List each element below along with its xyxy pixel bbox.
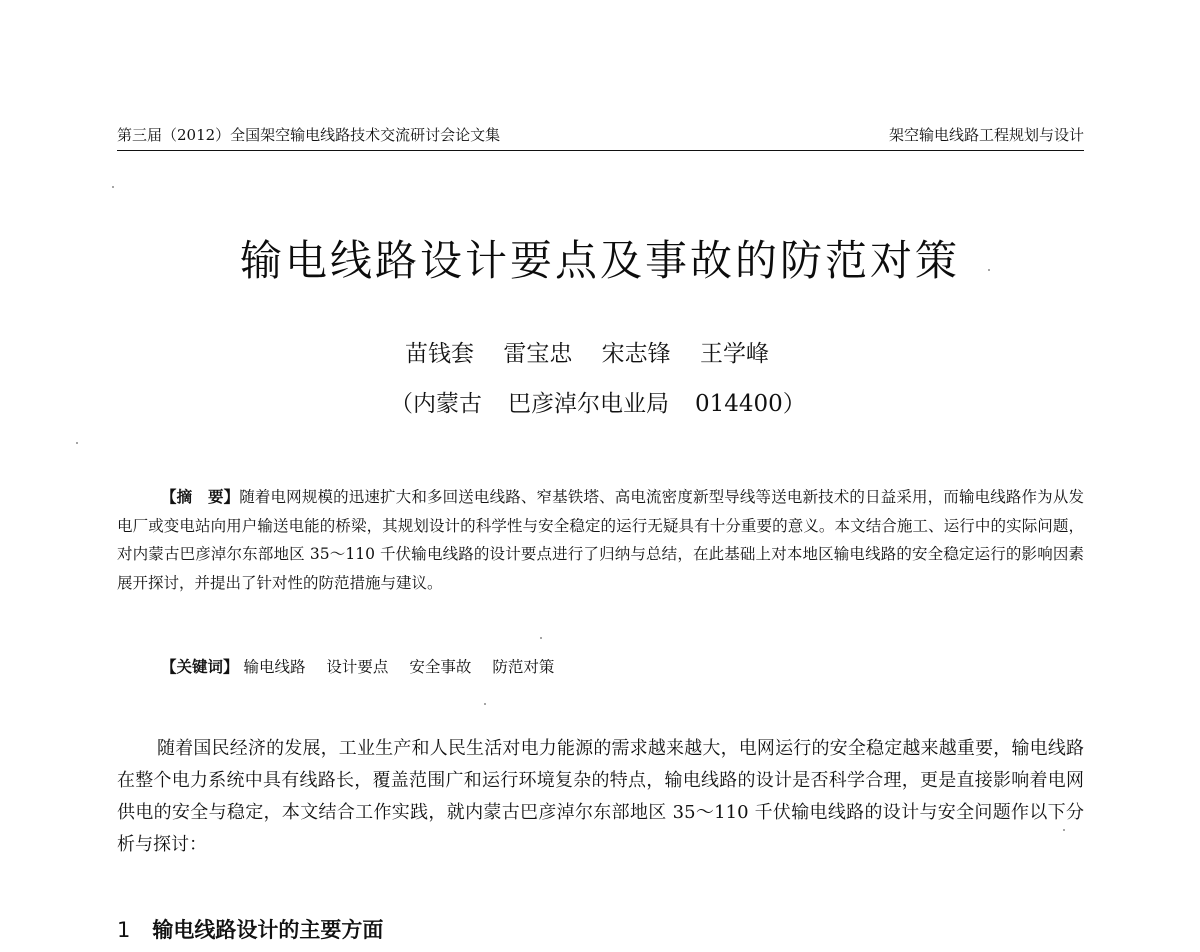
scan-speck <box>484 703 486 705</box>
intro-paragraph: 随着国民经济的发展，工业生产和人民生活对电力能源的需求越来越大，电网运行的安全稳定越来越重要，输电线路在整个电力系统中具有线路长，覆盖范围广和运行环境复杂的特点，输电线路的设计是否科学合理，更是直接影响着电网供电的安全与稳定，本文结合工作实践，就内蒙古巴彦淖尔东部地区 35～110 千伏输电线路的设计与安全问题作以下分析与探讨： <box>117 738 1084 855</box>
author-list <box>405 335 791 368</box>
abstract-label: 【摘 要】 <box>161 488 240 506</box>
section-number: 1 <box>117 918 131 942</box>
scan-speck <box>76 442 78 444</box>
header-section-name: 架空输电线路工程规划与设计 <box>888 126 1084 144</box>
keyword: 防范对策 <box>492 658 555 676</box>
section-title: 输电线路设计的主要方面 <box>152 918 384 942</box>
running-header <box>117 124 1084 151</box>
affiliation-organization: 巴彦淖尔电业局 <box>508 391 669 417</box>
abstract-text: 随着电网规模的迅速扩大和多回送电线路、窄基铁塔、高电流密度新型导线等送电新技术的日益采用，而输电线路作为从发电厂或变电站向用户输送电能的桥梁，其规划设计的科学性与安全稳定的运行无疑具有十分重要的意义。本文结合施工、运行中的实际问题，对内蒙古巴彦淖尔东部地区 35～110 千伏输电线路的设计要点进行了归纳与总结，在此基础上对本地区输电线路的安全稳定运行的影响因素展开探讨，并提出了针对性的防范措施与建议。 <box>117 488 1084 592</box>
keywords <box>161 655 570 677</box>
author: 王学峰 <box>699 341 769 367</box>
author: 雷宝忠 <box>503 341 573 367</box>
scan-speck <box>1063 829 1065 831</box>
section-heading <box>117 914 383 944</box>
abstract <box>117 483 1084 597</box>
keyword: 输电线路 <box>243 658 306 676</box>
affiliation-region: （内蒙古 <box>390 391 482 417</box>
keywords-label: 【关键词】 <box>161 658 239 676</box>
header-proceedings-title: 第三届（2012）全国架空输电线路技术交流研讨会论文集 <box>117 126 501 144</box>
keyword: 安全事故 <box>409 658 472 676</box>
author: 宋志锋 <box>601 341 671 367</box>
scan-speck <box>112 186 114 188</box>
scan-speck <box>540 637 542 639</box>
keyword: 设计要点 <box>326 658 389 676</box>
affiliation <box>390 385 806 418</box>
author: 苗钱套 <box>405 341 474 367</box>
affiliation-postcode: 014400） <box>695 391 806 417</box>
paper-title: 输电线路设计要点及事故的防范对策 <box>239 236 960 285</box>
scan-speck <box>988 269 990 271</box>
